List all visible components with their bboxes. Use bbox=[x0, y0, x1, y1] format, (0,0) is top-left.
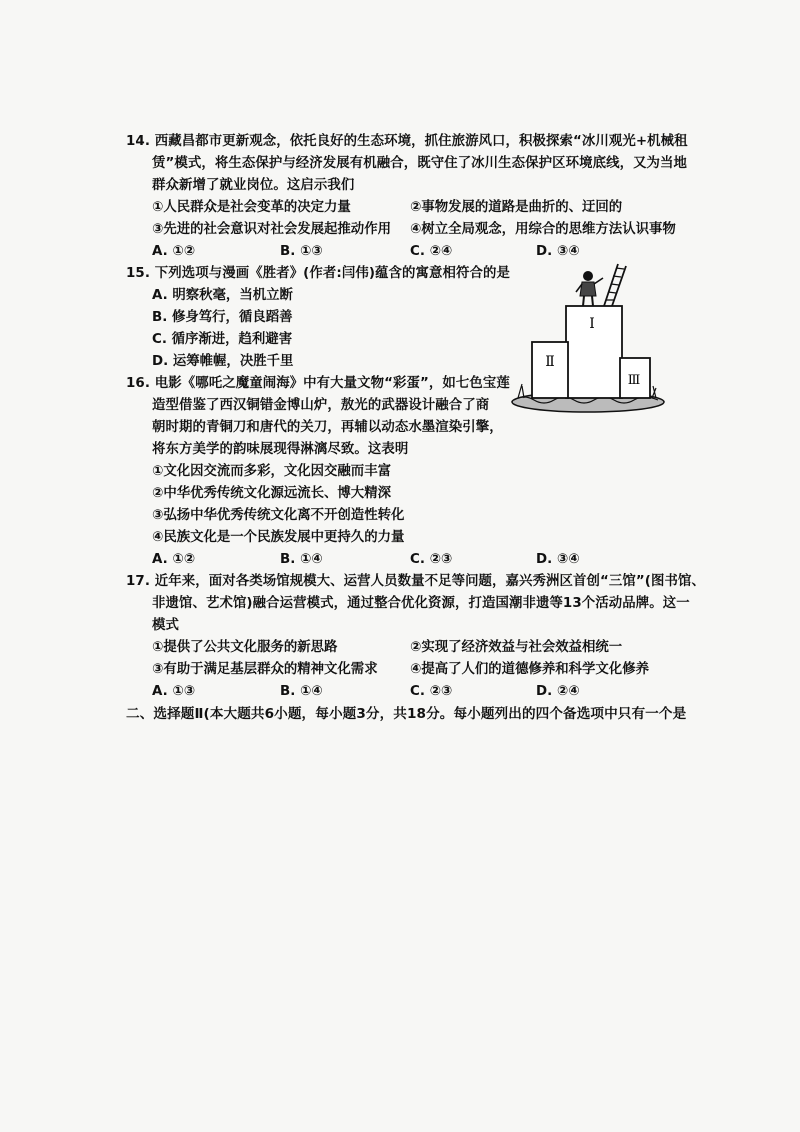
q14-option-a: A. ①② bbox=[152, 244, 196, 259]
q17-option-b: B. ①④ bbox=[280, 684, 323, 699]
q14-statement-1: ①人民群众是社会变革的决定力量 bbox=[152, 200, 351, 215]
podium-label-3: Ⅲ bbox=[627, 373, 641, 388]
podium-label-2: Ⅱ bbox=[545, 354, 555, 370]
q17-stem-line-3: 模式 bbox=[152, 618, 179, 633]
q14-option-b: B. ①③ bbox=[280, 244, 323, 259]
q17-statement-4: ④提高了人们的道德修养和科学文化修养 bbox=[410, 662, 649, 677]
q17-stem-line-2: 非遗馆、艺术馆)融合运营模式，通过整合优化资源，打造国潮非遗等13个活动品牌。这一 bbox=[152, 596, 690, 611]
q15-option-c: C. 循序渐进，趋利避害 bbox=[152, 332, 293, 347]
q15-stem: 15. 下列选项与漫画《胜者》(作者:闫伟)蕴含的寓意相符合的是 bbox=[126, 266, 510, 281]
q17-option-a: A. ①③ bbox=[152, 684, 196, 699]
q16-option-a: A. ①② bbox=[152, 552, 196, 567]
q17-statement-1: ①提供了公共文化服务的新思路 bbox=[152, 640, 338, 655]
q15-option-b: B. 修身笃行，循良蹈善 bbox=[152, 310, 293, 325]
q16-option-d: D. ③④ bbox=[536, 552, 580, 567]
q14-stem-line-1: 14. 西藏昌都市更新观念，依托良好的生态环境，抓住旅游风口，积极探索“冰川观光+机械租 bbox=[126, 134, 688, 149]
q14-option-c: C. ②④ bbox=[410, 244, 453, 259]
q15-option-d: D. 运筹帷幄，决胜千里 bbox=[152, 354, 294, 369]
q16-stem-line-2: 造型借鉴了西汉铜错金博山炉，敖光的武器设计融合了商 bbox=[152, 398, 490, 413]
q16-statement-2: ②中华优秀传统文化源远流长、博大精深 bbox=[152, 486, 391, 501]
q16-statement-3: ③弘扬中华优秀传统文化离不开创造性转化 bbox=[152, 508, 405, 523]
section2-heading-line-1: 二、选择题Ⅱ(本大题共6小题，每小题3分，共18分。每小题列出的四个备选项中只有一个是 bbox=[126, 706, 687, 722]
q16-option-b: B. ①④ bbox=[280, 552, 323, 567]
q14-statement-3: ③先进的社会意识对社会发展起推动作用 bbox=[152, 222, 391, 237]
q14-option-d: D. ③④ bbox=[536, 244, 580, 259]
q17-statement-2: ②实现了经济效益与社会效益相统一 bbox=[410, 640, 623, 655]
q16-option-c: C. ②③ bbox=[410, 552, 453, 567]
q16-stem-line-1: 16. 电影《哪吒之魔童闹海》中有大量文物“彩蛋”，如七色宝莲 bbox=[126, 376, 510, 391]
q16-stem-line-3: 朝时期的青铜刀和唐代的关刀，再辅以动态水墨渲染引擎， bbox=[152, 420, 503, 435]
q14-stem-line-2: 赁”模式，将生态保护与经济发展有机融合，既守住了冰川生态保护区环境底线，又为当地 bbox=[152, 156, 688, 171]
q17-option-d: D. ②④ bbox=[536, 684, 580, 699]
q14-statement-2: ②事物发展的道路是曲折的、迂回的 bbox=[410, 200, 623, 215]
q17-stem-line-1: 17. 近年来，面对各类场馆规模大、运营人员数量不足等问题，嘉兴秀洲区首创“三馆”(图书馆、 bbox=[126, 574, 705, 589]
q17-statement-3: ③有助于满足基层群众的精神文化需求 bbox=[152, 662, 378, 677]
q14-stem-line-3: 群众新增了就业岗位。这启示我们 bbox=[152, 178, 355, 193]
q17-option-c: C. ②③ bbox=[410, 684, 453, 699]
q14-statement-4: ④树立全局观念，用综合的思维方法认识事物 bbox=[410, 222, 676, 237]
q16-statement-1: ①文化因交流而多彩，文化因交融而丰富 bbox=[152, 464, 391, 479]
q16-stem-line-4: 将东方美学的韵味展现得淋漓尽致。这表明 bbox=[152, 442, 409, 457]
podium-label-1: Ⅰ bbox=[589, 316, 595, 332]
q15-option-a: A. 明察秋毫，当机立断 bbox=[152, 288, 293, 303]
q16-statement-4: ④民族文化是一个民族发展中更持久的力量 bbox=[152, 530, 405, 545]
